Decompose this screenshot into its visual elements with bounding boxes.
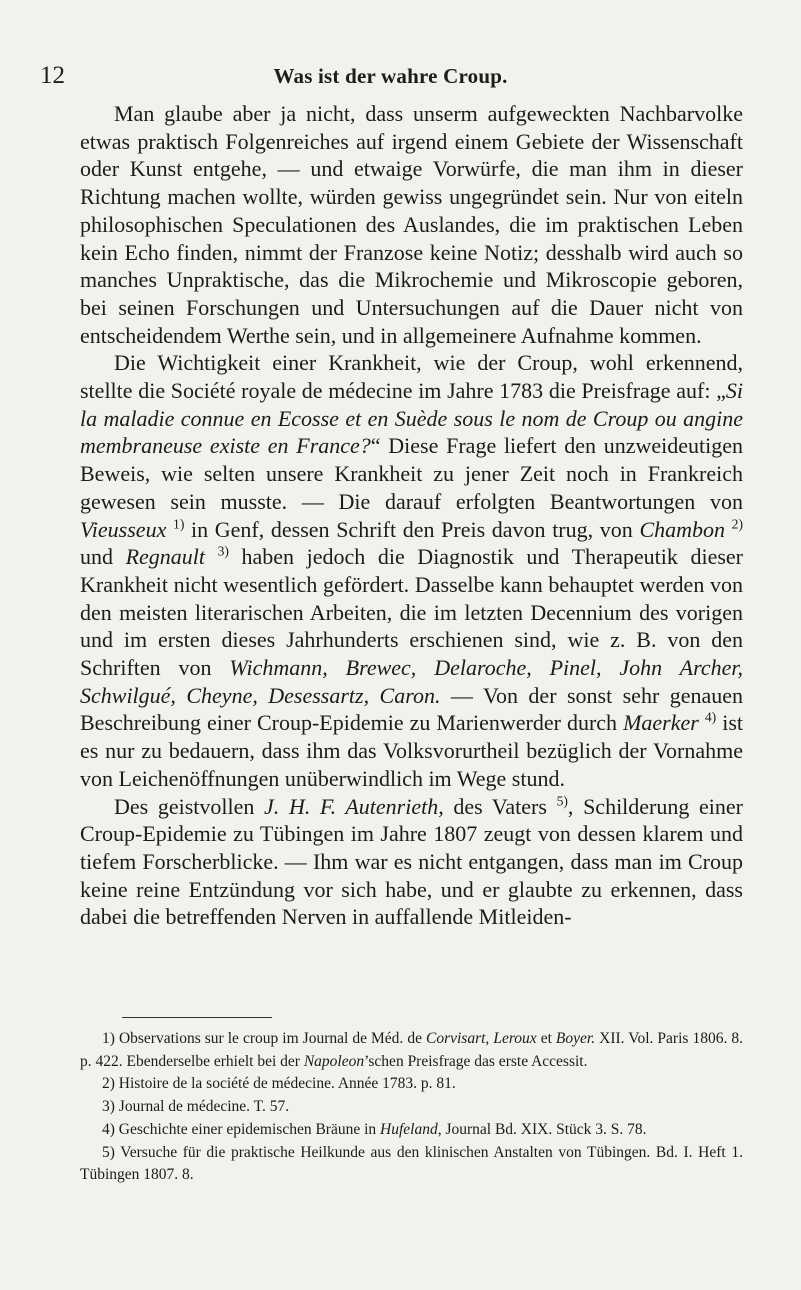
author-list: Wichmann, Brewec, Delaroche, Pinel, John Archer, Schwilgué, Cheyne, Desessartz, Caron. xyxy=(80,655,743,708)
text-span: , Journal Bd. XIX. Stück 3. S. 78. xyxy=(437,1120,647,1138)
author-name: J. H. F. Autenrieth, xyxy=(264,793,444,819)
text-span: in Genf, dessen Schrift den Preis davon trug, von xyxy=(184,516,640,542)
author-name: Maerker xyxy=(623,710,699,736)
footnote-ref: 4) xyxy=(704,710,717,726)
footnote-separator xyxy=(122,1017,272,1018)
author-name: Leroux xyxy=(493,1030,537,1047)
footnote-5: 5) Versuche für die praktische Heilkunde aus den klinischen Anstalten von Tübingen. Bd. I. Heft 1. Tübingen 1807. 8. xyxy=(80,1143,743,1184)
page-header xyxy=(40,62,741,92)
author-name: Regnault xyxy=(125,544,206,570)
author-name: Napoleon xyxy=(303,1052,365,1070)
text-span: XII. Vol. Paris 1806. 8. p. 422. Ebenderselbe erhielt bei der xyxy=(80,1030,743,1070)
text-span: — Von der sonst sehr genauen Beschreibung einer Croup-Epidemie zu Marienwerder durch xyxy=(80,682,743,736)
text-span: Die Wichtigkeit einer Krankheit, wie der Croup, wohl erkennend, stellte die Société royale de médecine im Jahre 1783 die Preisfrage auf: „ xyxy=(80,350,743,404)
footnote-4 xyxy=(80,1119,743,1142)
paragraph-3 xyxy=(80,793,743,932)
page-number: 12 xyxy=(40,62,65,89)
text-span: 1) Observations sur le croup im Journal de Méd. de xyxy=(102,1030,426,1047)
author-name: Boyer. xyxy=(555,1030,596,1047)
text-span: , xyxy=(485,1030,494,1047)
footnote-ref: 3) xyxy=(217,543,229,559)
text-span: haben jedoch die Diagnostik und Therapeutik dieser Krankheit nicht wesentlich gefördert. Dasselbe kann behauptet werden von den meisten literarischen Arbeiten, die im letzten Decennium des vorigen und im ersten dieses Jahrhunderts erschienen sind, wie z. B. von den Schriften von xyxy=(80,544,744,681)
text-span: “ Diese Frage liefert den unzweideutigen Beweis, wie selten unsere Krankheit zu jener Zeit noch in Frankreich gewesen sein musste. — Die darauf erfolgten Beantwortungen von xyxy=(80,433,743,514)
footnote-2: 2) Histoire de la société de médecine. Année 1783. p. 81. xyxy=(102,1075,456,1093)
footnote-ref: 5) xyxy=(556,793,568,809)
author-name: Hufeland xyxy=(380,1120,438,1138)
paragraph-1: Man glaube aber ja nicht, dass unserm aufgeweckten Nachbarvolke etwas praktisch Folgenreiches auf irgend einem Gebiete der Wissenschaft oder Kunst entgehe, — und etwaige Vorwürfe, die man ihm in dieser Richtung machen wollte, würden gewiss ungegründet sein. Nur von eiteln philosophischen Speculationen des Auslandes, die im praktischen Leben kein Echo finden, nimmt der Franzose keine Notiz; desshalb wird auch so manches Unpraktische, das die Mikrochemie und Mikroscopie geboren, bei seinen Forschungen und Untersuchungen auf die Dauer nicht von entscheidendem Werthe sein, und in allgemeinere Aufnahme kommen. xyxy=(80,101,743,348)
prize-question: Si la maladie connue en Ecosse et en Suède sous le nom de Croup ou angine membraneuse existe en France? xyxy=(80,378,743,459)
footnote-1 xyxy=(80,1028,743,1073)
footnotes xyxy=(80,1028,743,1187)
text-span: ist es nur zu bedauern, dass ihm das Volksvorurtheil bezüglich der Vornahme von Leichenöffnungen unüberwindlich im Wege stund. xyxy=(80,710,743,791)
text-span: und xyxy=(80,544,126,570)
text-span: des Vaters xyxy=(443,793,547,819)
main-text xyxy=(80,100,743,931)
text-span: , Schilderung einer Croup-Epidemie zu Tübingen im Jahre 1807 zeugt von dessen klarem und tiefem Forscherblicke. — Ihm war es nicht entgangen, dass man im Croup keine reine Entzündung vor sich habe, und er glaubte zu erkennen, dass dabei die betreffenden Nerven in auffallende Mitleiden- xyxy=(80,793,743,930)
author-name: Corvisart xyxy=(425,1030,486,1047)
text-span: 4) Geschichte einer epidemischen Bräune in xyxy=(102,1120,381,1138)
footnote-ref: 2) xyxy=(731,516,744,532)
text-span: Des geistvollen xyxy=(114,793,265,819)
footnote-ref: 1) xyxy=(173,516,185,532)
author-name: Vieusseux xyxy=(80,516,167,542)
paragraph-2 xyxy=(80,349,743,792)
footnote-3: 3) Journal de médecine. T. 57. xyxy=(102,1098,290,1116)
author-name: Chambon xyxy=(639,516,725,542)
text-span: et xyxy=(536,1030,556,1047)
text-span: ’schen Preisfrage das erste Accessit. xyxy=(364,1052,588,1070)
running-title: Was ist der wahre Croup. xyxy=(273,64,508,88)
